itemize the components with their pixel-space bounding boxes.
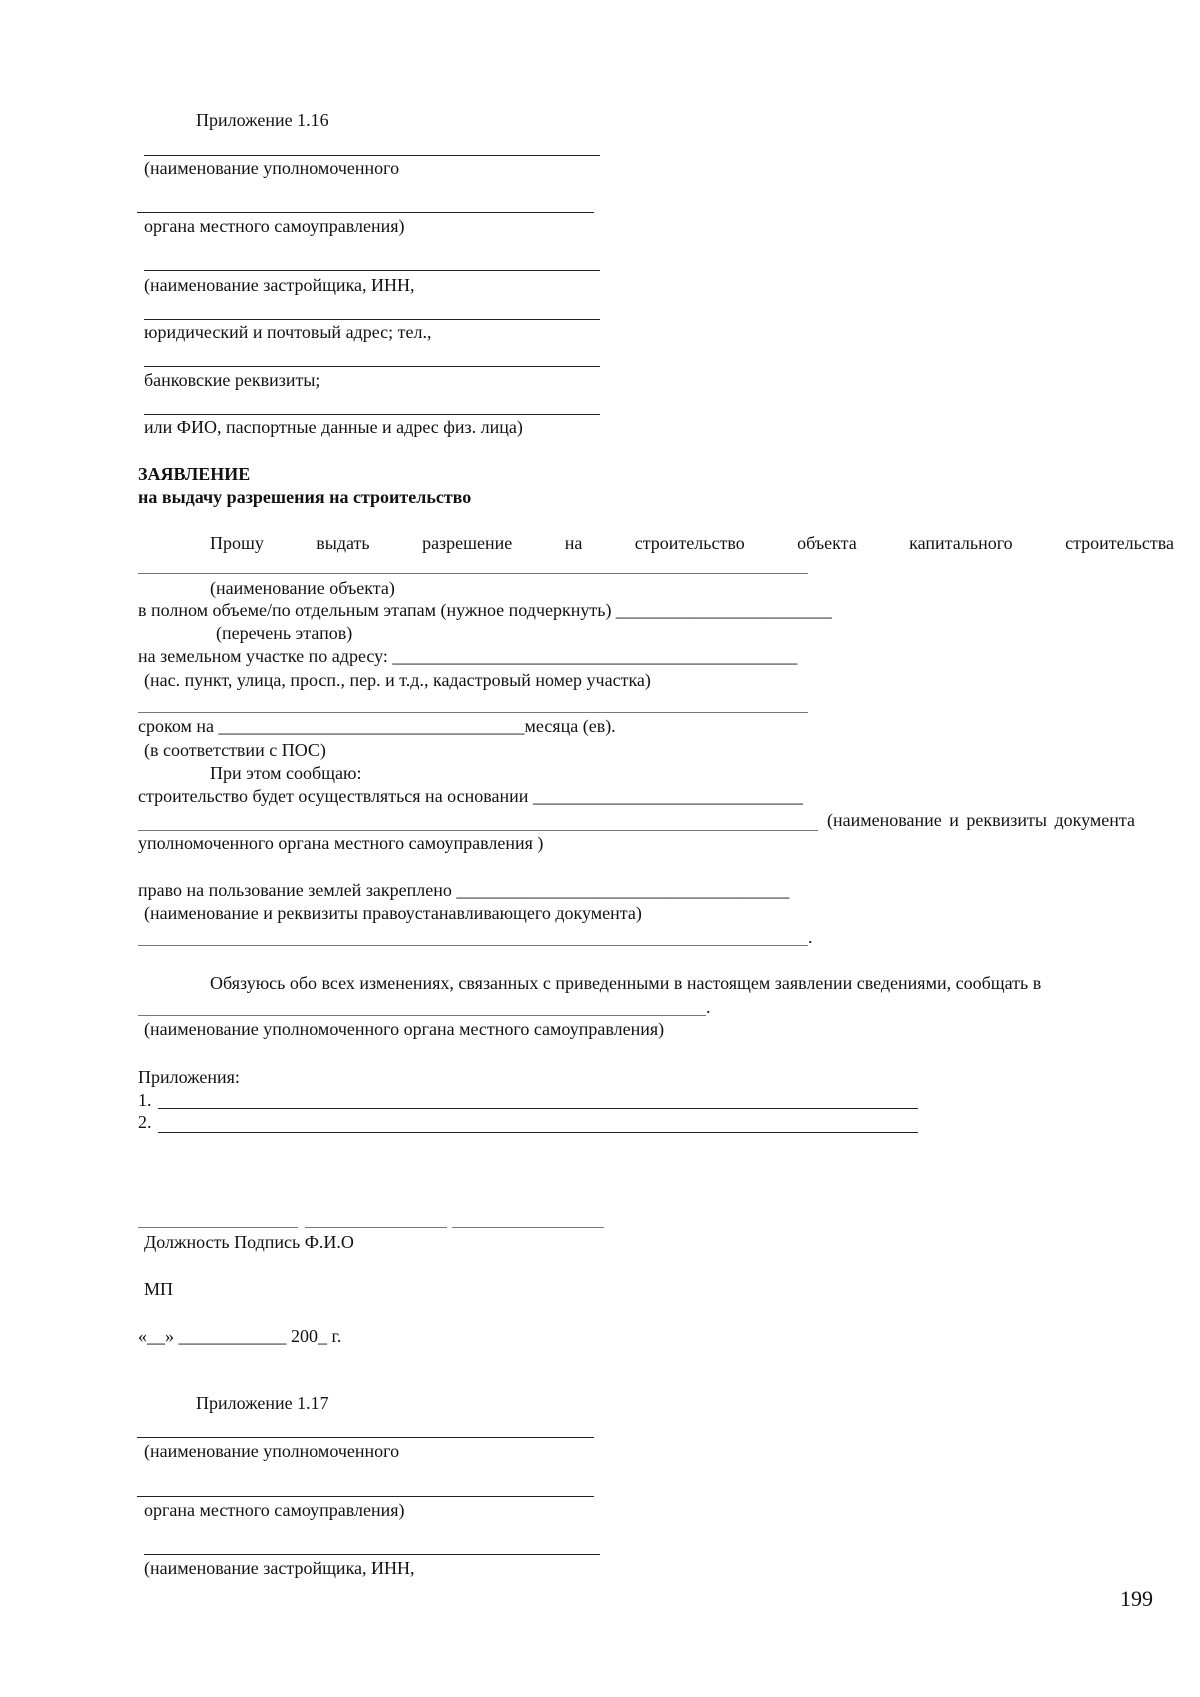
statement-heading: ЗАЯВЛЕНИЕ [138, 464, 251, 484]
land-caption: (наименование и реквизиты правоустанавливающего документа) [144, 903, 642, 923]
authority-caption: (наименование уполномоченного [144, 158, 400, 178]
period-mark: . [706, 997, 711, 1017]
fill-line [137, 1437, 594, 1438]
object-caption: (наименование объекта) [210, 578, 395, 598]
address-caption: юридический и почтовый адрес; тел., [144, 322, 432, 342]
fill-line [144, 414, 600, 415]
obligation-text: Обязуюсь обо всех изменениях, связанных с приведенными в настоящем заявлении сведениями, сообщать в [210, 973, 1042, 993]
developer-caption: (наименование застройщика, ИНН, [144, 275, 415, 295]
authority-caption-2: органа местного самоуправления) [144, 1500, 405, 1520]
stamp-label: МП [144, 1279, 174, 1299]
bank-caption: банковские реквизиты; [144, 370, 321, 390]
fill-line [144, 1554, 600, 1555]
attachment-1-number: 1. [138, 1090, 152, 1110]
fill-line [144, 366, 600, 367]
basis-line: строительство будет осуществляться на основании ______________________________ [138, 786, 803, 806]
term-line: сроком на __________________________________месяца (ев). [138, 716, 616, 736]
authority-caption-2: органа местного самоуправления) [144, 216, 405, 236]
stages-caption: (перечень этапов) [216, 623, 353, 643]
appendix-title: Приложение 1.16 [196, 110, 329, 130]
fill-line [138, 573, 808, 574]
obligation-caption: (наименование уполномоченного органа местного самоуправления) [144, 1019, 665, 1039]
request-word: на [564, 533, 583, 553]
plot-line: на земельном участке по адресу: _____________________________________________ [138, 646, 798, 666]
position-line [138, 1227, 298, 1228]
fill-line [144, 155, 600, 156]
fill-line [138, 1015, 706, 1016]
term-caption: (в соответствии с ПОС) [144, 740, 326, 760]
fill-line [137, 1496, 594, 1497]
request-row [210, 533, 1174, 553]
land-line: право на пользование землей закреплено _____________________________________ [138, 880, 790, 900]
appendix-title-2: Приложение 1.17 [196, 1393, 329, 1413]
fill-line [138, 945, 808, 946]
request-word: выдать [316, 533, 370, 553]
attachments-label: Приложения: [138, 1067, 240, 1087]
authority-caption: (наименование уполномоченного [144, 1441, 400, 1461]
person-caption: или ФИО, паспортные данные и адрес физ. лица) [144, 417, 523, 437]
fill-line [144, 270, 600, 271]
date-line: «__» ____________ 200_ г. [138, 1326, 342, 1346]
period-mark: . [808, 927, 813, 947]
request-word: Прошу [210, 533, 264, 553]
basis-caption: (наименование и реквизиты документа [827, 810, 1135, 830]
developer-caption: (наименование застройщика, ИНН, [144, 1558, 415, 1578]
page-number: 199 [1120, 1586, 1153, 1611]
statement-subheading: на выдачу разрешения на строительство [138, 487, 472, 507]
attachment-2-number: 2. [138, 1112, 152, 1132]
attachment-2-line [158, 1132, 918, 1133]
fill-line [144, 319, 600, 320]
fill-line [138, 830, 818, 831]
fill-line [137, 212, 594, 213]
attachment-1-line [158, 1108, 918, 1109]
scope-line: в полном объеме/по отдельным этапам (нужное подчеркнуть) ________________________ [138, 600, 832, 620]
request-word: разрешение [422, 533, 513, 553]
plot-caption: (нас. пункт, улица, просп., пер. и т.д., кадастровый номер участка) [144, 670, 651, 690]
name-line [452, 1227, 604, 1228]
signature-line [305, 1227, 447, 1228]
request-word: строительства [1065, 533, 1174, 553]
request-word: капитального [909, 533, 1013, 553]
request-word: строительство [634, 533, 745, 553]
request-word: объекта [797, 533, 857, 553]
fill-line [138, 712, 808, 713]
basis-caption-2: уполномоченного органа местного самоуправления ) [138, 833, 544, 853]
inform-text: При этом сообщаю: [210, 763, 362, 783]
signature-caption: Должность Подпись Ф.И.О [144, 1232, 354, 1252]
